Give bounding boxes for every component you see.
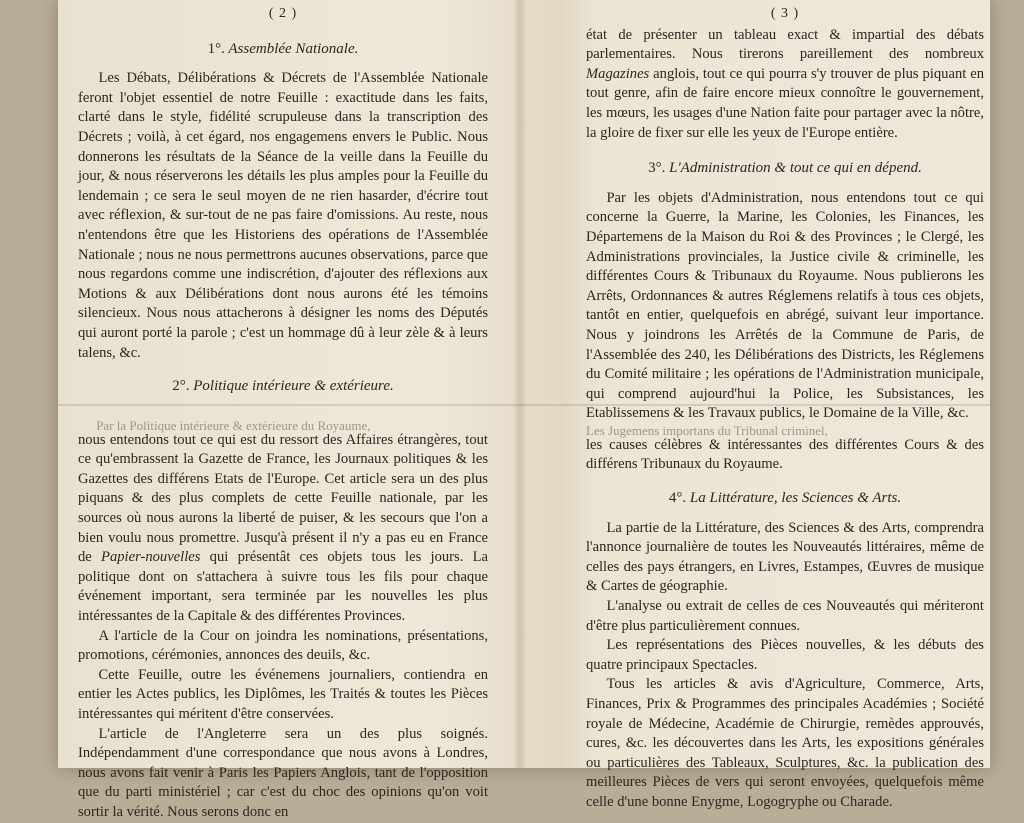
section-title: L'Administration & tout ce qui en dépend.: [669, 160, 922, 177]
paragraph: les causes célèbres & intéressantes des différentes Cours & des différens Tribunaux du Royaume.: [586, 436, 984, 473]
paragraph: Par les objets d'Administration, nous entendons tout ce qui concerne la Guerre, la Marine, les Colonies, les Finances, les Départemens de la Maison du Roi & des Provinces ; le Clergé, les Administrations provinciales, la Justice civile & criminelle, les différentes Cours & Tribunaux du Royaume. Nous publierons les Arrêts, Ordonnances & autres Réglemens relatifs à tous ces objets, tantôt en entier, quelquefois en abrégé, suivant leur importance. Nous y joindrons les Arrêtés de la Commune de Paris, de l'Assemblée des 240, les Délibérations des Districts, les Réglemens du Comité militaire ; les opérations de l'Administration municipale, qui comprend aujourd'hui la Police, les Subsistances, les Etablissemens & les Travaux publics, le Domaine de la Ville, &c.: [586, 189, 984, 422]
page-number: ( 3 ): [770, 6, 800, 21]
faded-line: Les Jugemens importans du Tribunal criminel,: [586, 422, 828, 438]
document-spread: [58, 0, 990, 820]
section-heading: [78, 377, 488, 397]
left-page: [78, 0, 488, 820]
text-run: nous entendons tout ce qui est du ressort des Affaires étrangères, tout ce qu'embrassent la Gazette de France, les Journaux politiques & les Gazettes des différens Etats de l'Europe. Cet article sera un des plus piquans & des plus complets de cette Feuille nationale, par les sources où nous aurons la liberté de puiser, & les secours que l'on a bien voulu nous promettre. Jusqu'à présent il n'y a pas eu en France de: [78, 431, 488, 566]
section-heading: [586, 159, 984, 179]
page-number: ( 2 ): [268, 6, 298, 21]
section-number: 2°.: [172, 378, 190, 395]
right-page: [586, 0, 984, 810]
text-run: anglois, tout ce qui pourra s'y trouver de plus piquant en tout genre, afin de faire encore mieux connoître le gouvernement, les mœurs, les usages d'une Nation faite pour partager avec la nôtre, la gloire de fixer sur elle les yeux de l'Europe entière.: [586, 65, 984, 141]
paragraph: Cette Feuille, outre les événemens journaliers, contiendra en entier les Actes publics, les Diplômes, les Traités & toutes les Pièces intéressantes qui méritent d'être conservées.: [78, 666, 488, 722]
section-title: Assemblée Nationale.: [228, 40, 359, 57]
section-number: 4°.: [668, 490, 687, 507]
paragraph: [586, 26, 984, 144]
book-fold: [513, 0, 527, 768]
paragraph: Les Débats, Délibérations & Décrets de l'Assemblée Nationale feront l'objet essentiel de notre Feuille : exactitude dans les faits, clarté dans le style, fidélité scrupuleuse dans la transcription des Décrets ; voilà, à cet égard, nos engagemens envers le Public. Nous donnerons les résultats de la Séance de la veille dans la Feuille du jour, & nous réserverons les détails les plus amples pour la Feuille du lendemain ; ce sera le seul moyen de ne rien hasarder, d'écrire tout avec réflexion, & sur-tout de ne pas faire d'omissions. Au reste, nous n'entendons être que les Historiens des opérations de l'Assemblée Nationale ; nous ne nous permettrons aucunes observations, parce que nous regardons comme une indiscrétion, d'ajouter des réflexions aux Motions & aux Délibérations dont nous aurons été les témoins silencieux. Nous nous attacherons à désigner les noms des Députés qui auront porté la parole ; c'est un hommage dû à leur zèle & à leurs talens, &c.: [78, 70, 488, 361]
text-run: qui présentât ces objets tous les jours. La politique dont on s'attachera à suivre tous les fils pour chaque événement important, sera terminée par les nouvelles les plus intéressantes de la Capitale & des différentes Provinces.: [78, 549, 488, 625]
italic-text: Papier-nouvelles: [101, 549, 201, 566]
paragraph: A l'article de la Cour on joindra les nominations, présentations, promotions, cérémonies, annonces des deuils, &c.: [78, 627, 488, 664]
paragraph: L'article de l'Angleterre sera un des plus soignés. Indépendamment d'une correspondance que nous avons à Londres, nous avons fait venir à Paris les Papiers Anglois, tant de l'opposition que du parti ministériel ; car c'est du choc des opinions qu'on voit sortir la vérité. Nous serons donc en: [78, 725, 488, 820]
section-title: La Littérature, les Sciences & Arts.: [689, 490, 902, 507]
section-number: 3°.: [648, 160, 666, 177]
section-title: Politique intérieure & extérieure.: [193, 378, 394, 395]
paragraph: Tous les articles & avis d'Agriculture, Commerce, Arts, Finances, Prix & Programmes des principales Académies ; Société royale de Médecine, Académie de Chirurgie, remèdes approuvés, cures, &c. les découvertes dans les Arts, les expositions générales ou particulières des Tableaux, Sculptures, &c. la publication des meilleures Pièces de vers qui seront envoyées, quelquefois même celle d'une bonne Enygme, Logogryphe ou Charade.: [586, 676, 984, 810]
paragraph: [78, 431, 488, 627]
faded-line: Par la Politique intérieure & extérieure du Royaume,: [96, 417, 371, 433]
section-heading: [78, 40, 488, 60]
paragraph: L'analyse ou extrait de celles de ces Nouveautés qui mériteront d'être plus particulièrement connues.: [586, 598, 984, 634]
paragraph: La partie de la Littérature, des Sciences & des Arts, comprendra l'annonce journalière de toutes les Nouveautés littéraires, même de celles des pays étrangers, en Livres, Estampes, Œuvres de musique & Cartes de géographie.: [586, 519, 984, 595]
paragraph: Les représentations des Pièces nouvelles, & les débuts des quatre principaux Spectacles.: [586, 637, 984, 673]
text-run: état de présenter un tableau exact & impartial des débats parlementaires. Nous tirerons pareillement des nombreux: [586, 26, 984, 63]
section-number: 1°.: [207, 40, 225, 57]
italic-text: Magazines: [586, 65, 650, 82]
section-heading: [586, 489, 984, 509]
